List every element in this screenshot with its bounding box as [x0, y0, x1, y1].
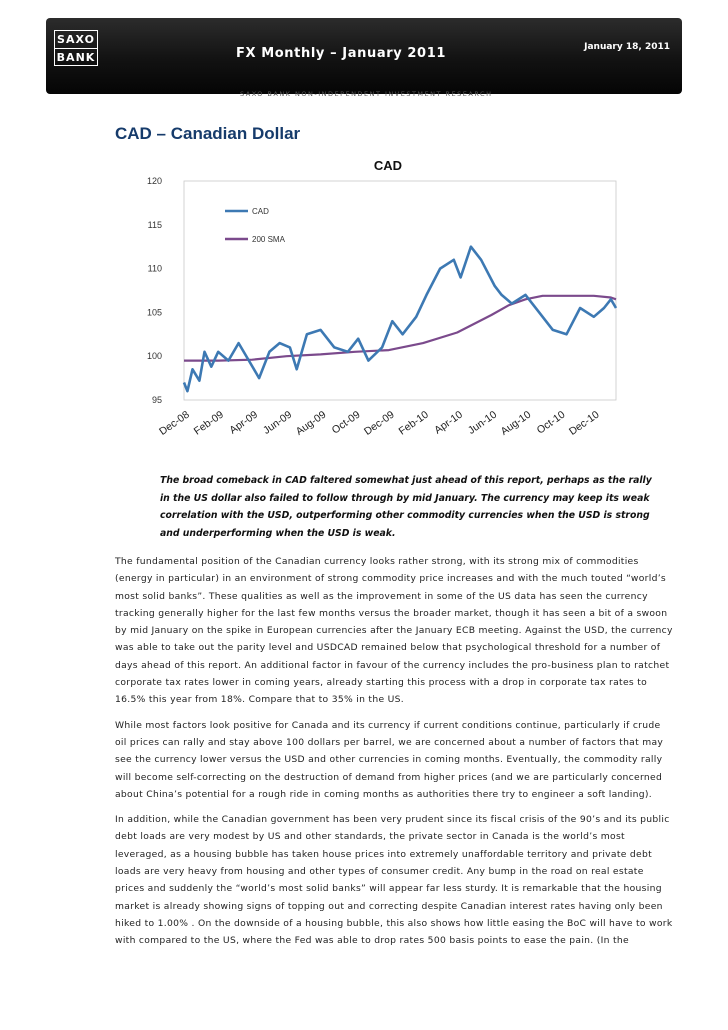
x-tick-label: Jun-09: [260, 408, 295, 437]
legend-cad-label: CAD: [252, 207, 269, 216]
paragraph-1: The fundamental position of the Canadian currency looks rather strong, with its strong mix of commodities (energy in particular) in an environment of strong commodity price increases and with the much touted “world’s most solid banks”. These qualities as well as the improvement in some of the US data has seen the currency tracking generally higher for the last few months versus the broader market, though it has seen a bit of a swoon by mid January on the spike in European currencies after the January ECB meeting. Against the USD, the currency was able to take out the parity level and USDCAD remained below that psychological threshold for a number of days ahead of this report. An additional factor in favour of the currency includes the pro-business plan to ratchet corporate tax rates lower in coming years, already starting this process with a drop in corporate tax rates to 16.5% this year from 18%. Compare that to 35% in the US.: [115, 556, 673, 706]
y-tick-label: 105: [146, 307, 162, 318]
report-date: January 18, 2011: [584, 42, 670, 52]
x-tick-label: Dec-09: [362, 408, 397, 438]
article-body: [115, 553, 673, 958]
y-tick-label: 120: [146, 176, 162, 186]
y-tick-label: 95: [151, 395, 162, 405]
x-tick-label: Dec-08: [157, 408, 192, 438]
x-tick-label: Oct-10: [534, 408, 568, 437]
x-tick-label: Dec-10: [566, 408, 602, 438]
x-tick-label: Aug-10: [498, 408, 534, 438]
plot-area: [184, 181, 616, 400]
paragraph-3: In addition, while the Canadian government has been very prudent since its fiscal crisis of the 90’s and its public debt loads are very modest by US and other standards, the private sector in Canada is the world’s most leveraged, as a housing bubble has taken house prices into extremely unaffordable territory and private debt loads are very heavy from housing and other types of consumer credit. Any bump in the road on real estate prices and suddenly the “world’s most solid banks” will appear far less sturdy. It is remarkable that the housing market is already showing signs of topping out and correcting despite Canadian interest rates having only been hiked to 1.00% . On the downside of a housing bubble, this also shows how little easing the BoC will have to work with compared to the US, where the Fed was able to drop rates 500 basis points to ease the pain. (In the: [115, 814, 673, 947]
x-tick-label: Apr-09: [227, 408, 261, 437]
report-subtitle: SAXO BANK NON-INDEPENDENT INVESTMENT RESEARCH: [240, 90, 493, 98]
cad-chart: [115, 150, 635, 470]
chart-caption: The broad comeback in CAD faltered somewhat just ahead of this report, perhaps as the rally in the US dollar also failed to follow through by mid January. The currency may keep its weak correlation with the USD, outperforming other commodity currencies when the USD is strong and underperforming when the USD is weak.: [160, 475, 652, 539]
x-tick-label: Feb-10: [396, 408, 431, 438]
x-tick-label: Jun-10: [465, 408, 500, 437]
chart-title: CAD: [373, 158, 403, 173]
paragraph-2: While most factors look positive for Canada and its currency if current conditions continue, particularly if crude oil prices can rally and stay above 100 dollars per barrel, we are concerned about a number of factors that may see the currency lower versus the USD and other currencies in coming months. Eventually, the commodity rally will become self-correcting on the destruction of demand from higher prices (and we are particularly concerned about China’s potential for a rough ride in coming months as authorities there try to engineer a soft landing).: [115, 719, 664, 800]
logo-top-text: SAXO: [55, 31, 97, 49]
x-tick-label: Oct-09: [329, 408, 363, 437]
saxo-bank-logo: [54, 30, 98, 66]
section-title: CAD – Canadian Dollar: [115, 124, 301, 143]
y-tick-label: 100: [146, 351, 162, 362]
y-tick-label: 110: [147, 263, 162, 274]
x-tick-label: Aug-09: [293, 408, 329, 438]
cad-chart-svg: [115, 150, 635, 470]
x-tick-label: Feb-09: [191, 408, 226, 438]
logo-bottom-text: BANK: [56, 51, 96, 64]
x-tick-label: Apr-10: [432, 408, 465, 437]
y-tick-label: 115: [147, 219, 162, 230]
report-header: [46, 18, 682, 94]
report-title: FX Monthly – January 2011: [236, 46, 446, 61]
legend-sma-label: 200 SMA: [252, 235, 285, 244]
